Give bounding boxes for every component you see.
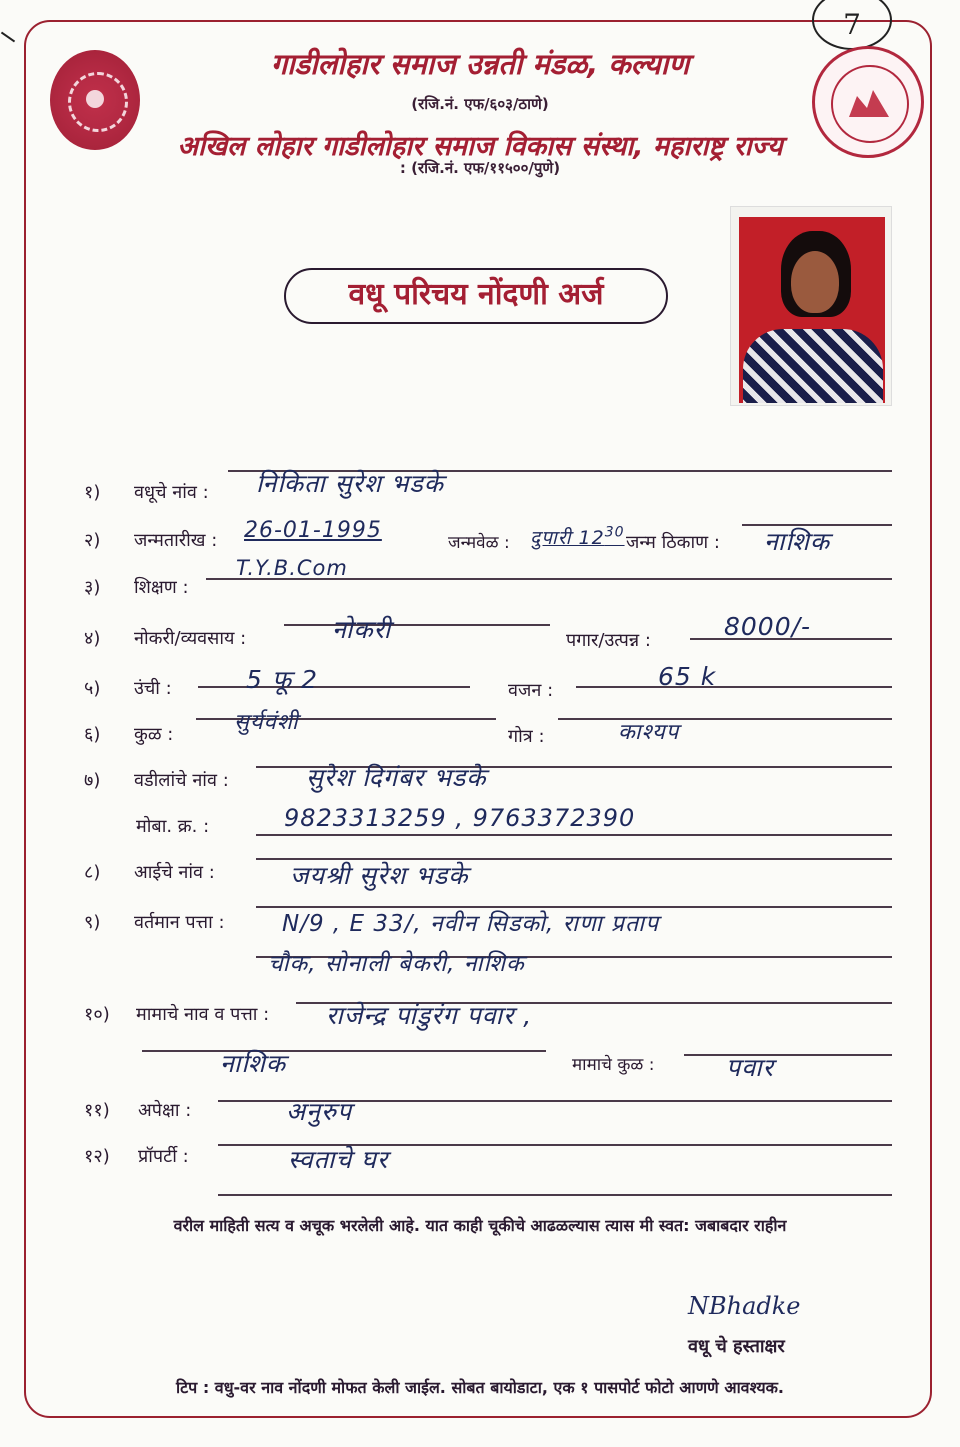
margin-mark [1, 32, 15, 43]
birth-place-label: जन्म ठिकाण : [626, 532, 720, 553]
expectation-label: अपेक्षा : [138, 1100, 192, 1121]
education-value[interactable]: T.Y.B.Com [236, 556, 348, 580]
maternal-uncle-value-line1[interactable]: राजेन्द्र पांडुरंग पवार , [326, 1001, 533, 1030]
row-number: १२) [84, 1146, 110, 1167]
declaration-text: वरील माहिती सत्य व अचूक भरलेली आहे. यात काही चूकीचे आढळल्यास त्यास मी स्वत: जबाबदार राहीन [173, 1216, 787, 1235]
row-number: ६) [84, 724, 101, 745]
org-name-1: गाडीलोहार समाज उन्नती मंडळ, कल्याण [270, 47, 690, 81]
weight-value[interactable]: 65 k [658, 662, 717, 691]
father-name-label: वडीलांचे नांव : [134, 770, 229, 791]
gotra-label: गोत्र : [508, 726, 545, 747]
expectation-value[interactable]: अनुरुप [286, 1097, 353, 1126]
row-number: १०) [84, 1004, 110, 1025]
height-label: उंची : [134, 678, 172, 699]
dob-label: जन्मतारीख : [134, 530, 218, 551]
dob-value[interactable]: 26-01-1995 [244, 518, 382, 543]
birth-time-value[interactable]: दुपारी $12^{30}$ [530, 524, 625, 549]
row-number: ११) [84, 1100, 110, 1121]
row-number: १) [84, 482, 101, 503]
row-number: २) [84, 530, 101, 551]
field-line [558, 718, 892, 720]
birth-place-value[interactable]: नाशिक [764, 527, 831, 556]
bride-signature: NBhadke [688, 1292, 801, 1320]
education-label: शिक्षण : [134, 577, 189, 598]
field-line [684, 1054, 892, 1056]
field-line [256, 834, 892, 836]
passport-photo [730, 206, 892, 406]
mobile-value[interactable]: 9823313259 , 9763372390 [284, 804, 636, 832]
row-number: ९) [84, 912, 101, 933]
org-reg-1: (रजि.नं. एफ/६०३/ठाणे) [411, 95, 549, 113]
bride-name-label: वधूचे नांव : [134, 482, 209, 503]
bride-name-value[interactable]: निकिता सुरेश भडके [256, 469, 444, 498]
maternal-clan-value[interactable]: पवार [726, 1053, 774, 1082]
row-number: ४) [84, 628, 101, 649]
mother-name-value[interactable]: जयश्री सुरेश भडके [290, 861, 469, 890]
father-name-value[interactable]: सुरेश दिगंबर भडके [306, 763, 487, 792]
height-value[interactable]: 5 फू 2 [246, 665, 318, 694]
address-label: वर्तमान पत्ता : [134, 912, 225, 933]
maternal-uncle-label: मामाचे नाव व पत्ता : [136, 1004, 270, 1025]
property-label: प्रॉपर्टी : [138, 1146, 189, 1167]
org-reg-2: : (रजि.नं. एफ/११५००/पुणे) [399, 159, 561, 177]
row-number: ७) [84, 770, 101, 791]
footer-note: टिप : वधु-वर नाव नोंदणी मोफत केली जाईल. सोबत बायोडाटा, एक १ पासपोर्ट फोटो आणणे आवश्यक. [175, 1378, 785, 1397]
clan-value[interactable]: सुर्यवंशी [234, 710, 299, 735]
field-line [198, 686, 470, 688]
property-value[interactable]: स्वताचे घर [288, 1145, 389, 1174]
page-number: 7 [812, 0, 892, 50]
weight-label: वजन : [508, 680, 554, 701]
salary-value[interactable]: 8000/- [724, 612, 812, 641]
mobile-label: मोबा. क्र. : [136, 816, 210, 837]
address-value-line2[interactable]: चौक, सोनाली बेकरी, नाशिक [268, 951, 525, 977]
maternal-clan-label: मामाचे कुळ : [572, 1055, 655, 1075]
maternal-uncle-value-line2[interactable]: नाशिक [220, 1049, 287, 1078]
row-number: ५) [84, 678, 101, 699]
row-number: ८) [84, 862, 101, 883]
gotra-value[interactable]: काश्यप [618, 720, 680, 745]
field-line [284, 624, 550, 626]
mother-name-label: आईचे नांव : [134, 862, 215, 883]
occupation-value[interactable]: नोकरी [332, 615, 392, 644]
address-value-line1[interactable]: N/9 , E 33/, नवीन सिडको, राणा प्रताप [282, 911, 660, 937]
org-name-2: अखिल लोहार गाडीलोहार समाज विकास संस्था, महाराष्ट्र राज्य [177, 131, 783, 162]
salary-label: पगार/उत्पन्न : [566, 630, 651, 651]
occupation-label: नोकरी/व्यवसाय : [134, 628, 247, 649]
birth-time-label: जन्मवेळ : [448, 533, 510, 553]
row-number: ३) [84, 577, 101, 598]
field-line [576, 686, 892, 688]
field-line [142, 1050, 546, 1052]
form-title: वधू परिचय नोंदणी अर्ज [284, 268, 668, 324]
field-line [218, 1194, 892, 1196]
signature-label: वधू चे हस्ताक्षर [688, 1336, 785, 1357]
clan-label: कुळ : [134, 724, 174, 745]
